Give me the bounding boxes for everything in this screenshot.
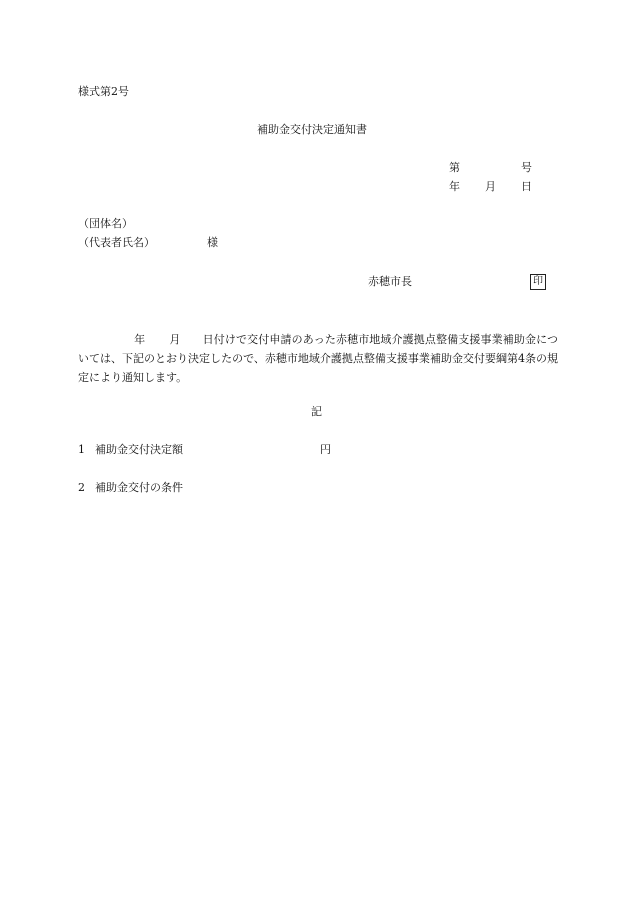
document-title: 補助金交付決定通知書	[257, 123, 367, 136]
item-1-number: 1	[78, 443, 85, 456]
item-2-label: 補助金交付の条件	[95, 481, 183, 494]
item-1-label: 補助金交付決定額	[95, 443, 183, 456]
body-year: 年	[134, 333, 146, 346]
body-text: 日付けで交付申請のあった赤穂市地域介護拠点整備支援事業補助金については、下記のとおり決定したので、赤穂市地域介護拠点整備支援事業補助金交付要綱第4条の規定により通知します。	[78, 333, 559, 384]
representative-label: （代表者氏名）	[78, 236, 155, 249]
seal-mark: 印	[530, 274, 546, 290]
honorific: 様	[207, 236, 218, 249]
org-name-label: （団体名）	[78, 217, 133, 230]
date-year: 年	[449, 180, 460, 193]
ki-heading: 記	[311, 405, 322, 418]
issuer-name: 赤穂市長	[368, 275, 412, 288]
body-month: 月	[169, 333, 181, 346]
doc-number-prefix: 第	[449, 161, 460, 174]
body-paragraph	[78, 330, 558, 387]
date-month: 月	[485, 180, 496, 193]
item-2-number: 2	[78, 481, 85, 494]
form-number: 様式第2号	[78, 85, 129, 98]
doc-number-suffix: 号	[521, 161, 532, 174]
item-1-unit: 円	[320, 443, 331, 456]
date-day: 日	[521, 180, 532, 193]
